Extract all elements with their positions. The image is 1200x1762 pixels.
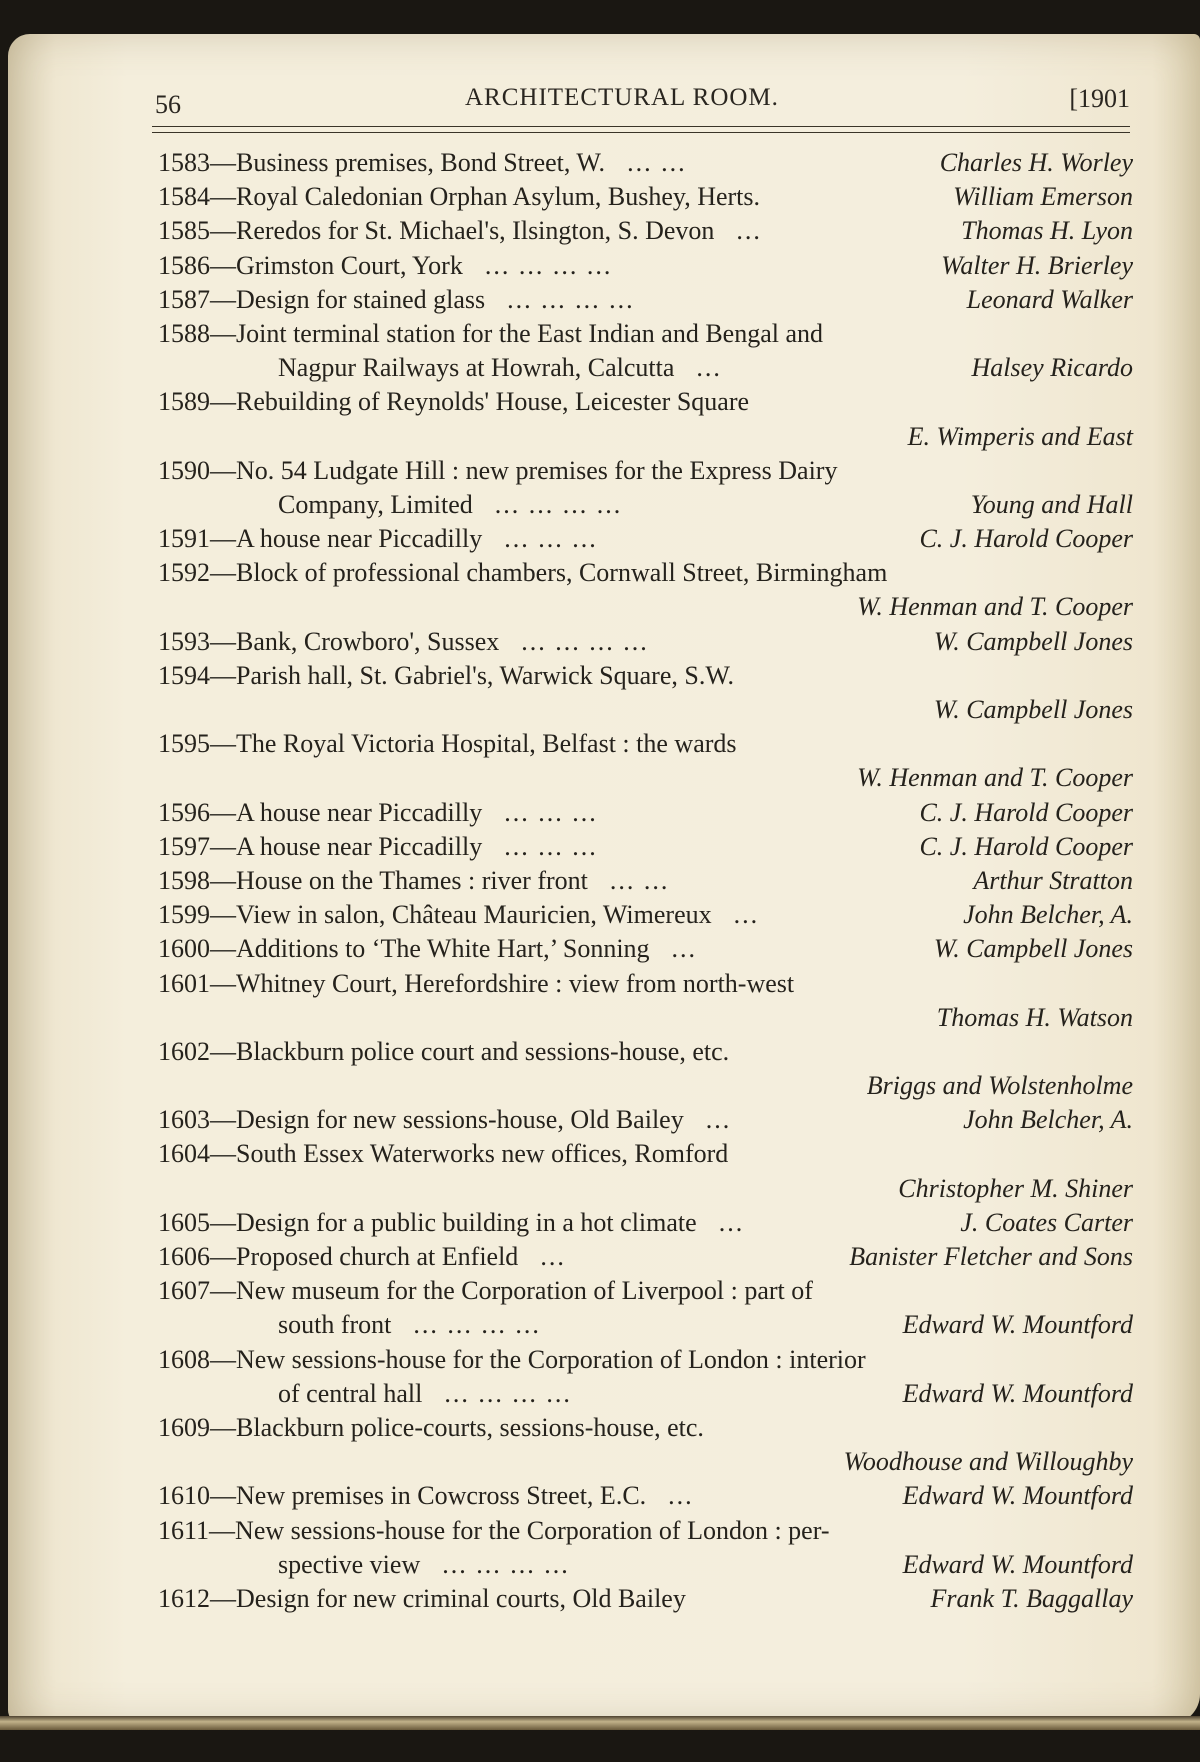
catalogue-line xyxy=(158,1172,1133,1206)
entry-description xyxy=(158,1584,686,1613)
entry-number: 1587 xyxy=(158,284,210,314)
catalogue-line xyxy=(158,898,1133,932)
catalogue-line xyxy=(158,420,1133,454)
entry-dash: — xyxy=(210,250,236,280)
entry-number: 1598 xyxy=(158,865,210,895)
entry-title: Grimston Court, York xyxy=(236,250,463,280)
architect-name: Halsey Ricardo xyxy=(971,353,1133,383)
entry-dash: — xyxy=(210,660,236,690)
catalogue-line xyxy=(158,1206,1133,1240)
entry-number: 1592 xyxy=(158,558,210,588)
entry-title: Proposed church at Enfield xyxy=(236,1242,519,1271)
entry-title: spective view xyxy=(278,1549,421,1579)
entry-description xyxy=(158,1276,813,1305)
entry-number: 1596 xyxy=(158,797,210,827)
catalogue-line xyxy=(158,1274,1133,1308)
architect-name: Arthur Stratton xyxy=(973,865,1133,895)
entry-dash: — xyxy=(210,1344,236,1374)
entry-description xyxy=(158,900,759,929)
entry-dash: — xyxy=(210,626,236,656)
dot-leader: ... xyxy=(696,353,722,383)
entry-dash: — xyxy=(210,1036,236,1066)
header-rule-thin xyxy=(152,132,1130,133)
entry-dash: — xyxy=(210,1481,236,1511)
architect-name: Thomas H. Watson xyxy=(936,1002,1133,1032)
architect-name: Christopher M. Shiner xyxy=(898,1173,1133,1203)
entry-title: View in salon, Château Mauricien, Wimereux xyxy=(236,900,712,930)
entry-description xyxy=(158,387,749,416)
architect-name: C. J. Harold Cooper xyxy=(919,831,1133,861)
architect-name: Edward W. Mountford xyxy=(902,1481,1133,1511)
entry-number: 1594 xyxy=(158,660,210,690)
dot-leader: ... xyxy=(671,934,698,964)
catalogue-line xyxy=(158,1343,1133,1377)
entry-description xyxy=(158,832,598,861)
entry-title: Rebuilding of Reynolds' House, Leicester Square xyxy=(236,387,750,417)
catalogue-line xyxy=(158,317,1133,351)
entry-title: Joint terminal station for the East Indian and Bengal and xyxy=(236,318,824,348)
entry-dash: — xyxy=(210,524,236,554)
entry-description xyxy=(158,1242,566,1271)
dot-leader: ... xyxy=(668,1481,694,1511)
entry-title: Blackburn police-courts, sessions-house, etc. xyxy=(236,1412,704,1442)
entry-number: 1585 xyxy=(158,216,210,246)
entry-dash: — xyxy=(210,831,236,861)
catalogue-line xyxy=(158,1308,1133,1342)
entry-dash: — xyxy=(210,318,236,348)
entry-dash: — xyxy=(210,934,236,964)
catalogue-line xyxy=(158,1479,1133,1513)
catalogue-line xyxy=(158,693,1133,727)
entry-dash: — xyxy=(210,729,236,759)
dot-leader: ... ... ... ... xyxy=(507,284,635,314)
entry-title: Company, Limited xyxy=(278,489,473,519)
running-title: ARCHITECTURAL ROOM. xyxy=(465,84,779,111)
entry-description xyxy=(158,798,598,827)
architect-name: Banister Fletcher and Sons xyxy=(849,1242,1133,1271)
architect-name: John Belcher, A. xyxy=(963,1105,1133,1135)
dot-leader: ... ... ... xyxy=(504,831,598,861)
catalogue-line xyxy=(158,283,1133,317)
entry-title: south front xyxy=(278,1310,392,1340)
architect-name: Young and Hall xyxy=(970,489,1133,519)
entry-title: Additions to ‘The White Hart,’ Sonning xyxy=(236,934,650,964)
page-header xyxy=(155,82,1130,122)
entry-title: A house near Piccadilly xyxy=(236,797,483,827)
entry-title: New premises in Cowcross Street, E.C. xyxy=(236,1481,647,1511)
entry-description xyxy=(158,148,687,177)
architect-name: J. Coates Carter xyxy=(960,1207,1133,1237)
architect-name: W. Henman and T. Cooper xyxy=(857,763,1133,793)
entry-dash: — xyxy=(210,1276,236,1306)
entry-description xyxy=(278,1310,541,1339)
entry-number: 1610 xyxy=(158,1481,210,1511)
dot-leader: ... xyxy=(705,1105,732,1135)
catalogue-line xyxy=(158,727,1133,761)
catalogue-line xyxy=(158,590,1133,624)
entry-description xyxy=(278,353,722,382)
entry-title: New sessions-house for the Corporation of London : per- xyxy=(235,1515,830,1545)
entry-title: New sessions-house for the Corporation of London : interior xyxy=(236,1344,866,1374)
architect-name: William Emerson xyxy=(953,182,1133,212)
entry-description xyxy=(158,1208,744,1237)
entry-description xyxy=(158,319,823,348)
entry-description xyxy=(278,1379,572,1408)
architect-name: E. Wimperis and East xyxy=(907,421,1133,451)
architect-name: W. Henman and T. Cooper xyxy=(857,592,1133,622)
page-number: 56 xyxy=(155,90,181,119)
architect-name: C. J. Harold Cooper xyxy=(919,524,1133,554)
entry-number: 1607 xyxy=(158,1276,210,1306)
entry-number: 1605 xyxy=(158,1207,210,1237)
catalogue-line xyxy=(158,932,1133,966)
dot-leader: ... ... ... xyxy=(504,524,598,554)
entry-number: 1603 xyxy=(158,1105,210,1135)
entry-title: Bank, Crowboro', Sussex xyxy=(236,626,500,656)
year-label: [1901 xyxy=(1069,84,1130,113)
entry-number: 1604 xyxy=(158,1139,210,1169)
catalogue-line xyxy=(158,214,1133,248)
header-rule xyxy=(152,126,1130,127)
entry-dash: — xyxy=(210,387,236,417)
entry-title: Reredos for St. Michael's, Ilsington, S. Devon xyxy=(236,216,715,246)
catalogue-line xyxy=(158,1001,1133,1035)
entry-dash: — xyxy=(210,1105,236,1135)
entry-dash: — xyxy=(210,900,236,930)
entry-dash: — xyxy=(210,865,236,895)
catalogue-line xyxy=(158,1377,1133,1411)
entry-description xyxy=(158,1139,728,1168)
entry-title: Design for new criminal courts, Old Bailey xyxy=(236,1583,686,1613)
architect-name: Edward W. Mountford xyxy=(902,1310,1133,1340)
catalogue-line xyxy=(158,146,1133,180)
entry-description xyxy=(158,661,734,690)
catalogue-line xyxy=(158,796,1133,830)
catalogue-line xyxy=(158,1035,1133,1069)
entry-dash: — xyxy=(210,216,236,246)
dot-leader: ... ... ... ... xyxy=(521,626,649,656)
page-bottom-edge xyxy=(0,1716,1200,1730)
entry-title: Business premises, Bond Street, W. xyxy=(236,148,606,177)
dot-leader: ... xyxy=(736,216,762,246)
entry-number: 1608 xyxy=(158,1344,210,1374)
catalogue-line xyxy=(158,967,1133,1001)
entry-number: 1590 xyxy=(158,455,210,485)
architect-name: Frank T. Baggallay xyxy=(930,1583,1133,1613)
entry-number: 1593 xyxy=(158,626,210,656)
entry-title: Parish hall, St. Gabriel's, Warwick Square, S.W. xyxy=(236,660,734,690)
dot-leader: ... ... xyxy=(627,148,687,177)
entry-dash: — xyxy=(210,1412,236,1442)
entry-dash: — xyxy=(210,558,236,588)
entry-number: 1595 xyxy=(158,729,210,759)
dot-leader: ... ... ... ... xyxy=(484,250,613,280)
entry-title: No. 54 Ludgate Hill : new premises for the Express Dairy xyxy=(236,455,838,485)
catalogue-line xyxy=(158,1069,1133,1103)
entry-dash: — xyxy=(209,1515,236,1545)
entry-description xyxy=(158,934,697,963)
architect-name: Thomas H. Lyon xyxy=(961,216,1133,246)
entry-dash: — xyxy=(210,182,236,212)
entry-number: 1588 xyxy=(158,318,210,348)
entry-title: Design for stained glass xyxy=(236,284,486,314)
entry-dash: — xyxy=(210,797,236,827)
entry-title: A house near Piccadilly xyxy=(236,524,483,554)
dot-leader: ... ... ... ... xyxy=(494,489,623,519)
dot-leader: ... ... ... ... xyxy=(413,1310,541,1340)
entry-number: 1601 xyxy=(158,968,210,998)
dot-leader: ... xyxy=(733,900,760,930)
dot-leader: ... ... ... ... xyxy=(444,1378,572,1408)
dot-leader: ... ... ... xyxy=(504,797,598,827)
entry-number: 1589 xyxy=(158,387,210,417)
entry-dash: — xyxy=(210,1207,236,1237)
entry-number: 1602 xyxy=(158,1036,210,1066)
entry-description xyxy=(158,182,760,211)
entry-number: 1600 xyxy=(158,934,210,964)
catalogue-line xyxy=(158,830,1133,864)
entry-dash: — xyxy=(210,284,236,314)
dot-leader: ... ... xyxy=(609,865,670,895)
catalogue-line xyxy=(158,625,1133,659)
entry-number: 1583 xyxy=(158,148,210,177)
entry-title: The Royal Victoria Hospital, Belfast : the wards xyxy=(236,729,737,759)
catalogue-line xyxy=(158,1445,1133,1479)
entry-number: 1606 xyxy=(158,1242,210,1271)
entry-title: A house near Piccadilly xyxy=(236,831,483,861)
catalogue-line xyxy=(158,180,1133,214)
entry-title: Nagpur Railways at Howrah, Calcutta xyxy=(278,353,675,383)
entry-title: Design for a public building in a hot climate xyxy=(236,1207,697,1237)
catalogue-line xyxy=(158,1411,1133,1445)
catalogue-line xyxy=(158,864,1133,898)
entry-description xyxy=(158,251,612,280)
entry-title: House on the Thames : river front xyxy=(236,865,588,895)
catalogue-line xyxy=(158,1514,1133,1548)
entry-description xyxy=(158,1481,694,1510)
catalogue-line xyxy=(158,249,1133,283)
catalogue-line xyxy=(158,659,1133,693)
entry-dash: — xyxy=(210,968,236,998)
entry-title: Whitney Court, Herefordshire : view from north-west xyxy=(236,968,795,998)
entry-title: Design for new sessions-house, Old Bailey xyxy=(236,1105,684,1135)
entry-title: New museum for the Corporation of Liverpool : part of xyxy=(236,1276,813,1306)
entry-dash: — xyxy=(210,455,236,485)
catalogue-line xyxy=(158,522,1133,556)
entry-number: 1609 xyxy=(158,1412,210,1442)
architect-name: C. J. Harold Cooper xyxy=(919,797,1133,827)
entry-number: 1597 xyxy=(158,831,210,861)
dot-leader: ... xyxy=(718,1207,745,1237)
catalogue-line xyxy=(158,1582,1133,1616)
catalogue-line xyxy=(158,1137,1133,1171)
architect-name: Leonard Walker xyxy=(966,284,1133,314)
entry-number: 1599 xyxy=(158,900,210,930)
catalogue-line xyxy=(158,1548,1133,1582)
entry-number: 1591 xyxy=(158,524,210,554)
entry-dash: — xyxy=(210,1139,236,1169)
catalogue-line xyxy=(158,488,1133,522)
entry-description xyxy=(158,866,669,895)
architect-name: W. Campbell Jones xyxy=(933,934,1133,964)
entry-title: Royal Caledonian Orphan Asylum, Bushey, Herts. xyxy=(236,182,761,212)
entry-description xyxy=(158,558,887,587)
entry-dash: — xyxy=(210,148,236,177)
entry-description xyxy=(158,1105,731,1134)
entry-description xyxy=(158,1345,866,1374)
entry-description xyxy=(158,524,598,553)
catalogue-line xyxy=(158,385,1133,419)
catalogue-entries xyxy=(158,146,1133,1616)
entry-number: 1611 xyxy=(158,1515,210,1545)
entry-title: of central hall xyxy=(278,1378,423,1408)
entry-description xyxy=(158,1037,729,1066)
catalogue-line xyxy=(158,454,1133,488)
entry-description xyxy=(158,1413,704,1442)
catalogue-line xyxy=(158,351,1133,385)
architect-name: Woodhouse and Willoughby xyxy=(843,1447,1133,1477)
entry-description xyxy=(158,969,794,998)
architect-name: Charles H. Worley xyxy=(939,148,1133,177)
entry-number: 1612 xyxy=(158,1583,210,1613)
architect-name: Edward W. Mountford xyxy=(902,1378,1133,1408)
entry-number: 1584 xyxy=(158,182,210,212)
catalogue-line xyxy=(158,556,1133,590)
catalogue-line xyxy=(158,1240,1133,1274)
entry-description xyxy=(158,456,837,485)
catalogue-line xyxy=(158,1103,1133,1137)
architect-name: W. Campbell Jones xyxy=(933,695,1133,724)
architect-name: Walter H. Brierley xyxy=(941,250,1133,280)
entry-description xyxy=(158,285,635,314)
entry-dash: — xyxy=(210,1583,236,1613)
catalogue-line xyxy=(158,761,1133,795)
entry-number: 1586 xyxy=(158,250,210,280)
entry-title: Blackburn police court and sessions-house, etc. xyxy=(236,1036,730,1066)
architect-name: John Belcher, A. xyxy=(963,900,1133,930)
dot-leader: ... ... ... ... xyxy=(442,1549,570,1579)
architect-name: Briggs and Wolstenholme xyxy=(866,1071,1133,1101)
entry-title: South Essex Waterworks new offices, Romford xyxy=(236,1139,729,1169)
entry-description xyxy=(158,627,649,656)
entry-description xyxy=(278,490,622,519)
entry-description xyxy=(158,729,737,758)
entry-description xyxy=(158,216,762,245)
architect-name: Edward W. Mountford xyxy=(902,1549,1133,1579)
architect-name: W. Campbell Jones xyxy=(933,626,1133,656)
entry-description xyxy=(158,1516,830,1545)
entry-dash: — xyxy=(210,1242,236,1271)
entry-description xyxy=(278,1550,570,1579)
entry-title: Block of professional chambers, Cornwall Street, Birmingham xyxy=(236,558,888,588)
dot-leader: ... xyxy=(540,1242,566,1271)
